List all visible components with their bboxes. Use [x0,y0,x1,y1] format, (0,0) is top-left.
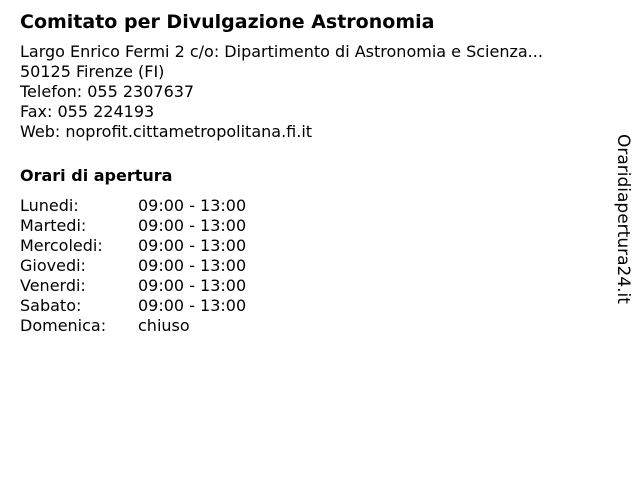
fax-number: Fax: 055 224193 [20,102,155,121]
website-prefix: Web: [20,122,66,141]
time-value: 09:00 - 13:00 [138,276,247,295]
hours-row-wednesday [20,236,600,256]
opening-hours-heading: Orari di apertura [20,166,173,185]
business-card [20,8,600,336]
time-value: 09:00 - 13:00 [138,196,247,215]
time-value: 09:00 - 13:00 [138,296,247,315]
day-label: Martedi: [20,216,87,235]
day-label: Giovedi: [20,256,86,275]
opening-hours-table [20,196,600,336]
day-label: Mercoledi: [20,236,103,255]
address-line-2: 50125 Firenze (FI) [20,62,165,81]
phone-number: Telefon: 055 2307637 [20,82,195,101]
hours-row-thursday [20,256,600,276]
brand-watermark-text: Oraridiapertura24.it [613,134,633,304]
time-value: 09:00 - 13:00 [138,236,247,255]
day-label: Domenica: [20,316,107,335]
hours-row-monday [20,196,600,216]
time-value: 09:00 - 13:00 [138,216,247,235]
business-name: Comitato per Divulgazione Astronomia [20,11,435,33]
day-label: Lunedi: [20,196,79,215]
hours-row-tuesday [20,216,600,236]
address-line-1: Largo Enrico Fermi 2 c/o: Dipartimento di Astronomia e Scienza... [20,42,543,61]
hours-row-saturday [20,296,600,316]
day-label: Venerdi: [20,276,86,295]
business-info [20,42,600,142]
website-line [20,122,600,142]
day-label: Sabato: [20,296,82,315]
time-value: chiuso [138,316,190,335]
hours-row-sunday [20,316,600,336]
website-link[interactable]: noprofit.cittametropolitana.fi.it [65,122,313,141]
time-value: 09:00 - 13:00 [138,256,247,275]
brand-watermark [612,134,634,310]
hours-row-friday [20,276,600,296]
